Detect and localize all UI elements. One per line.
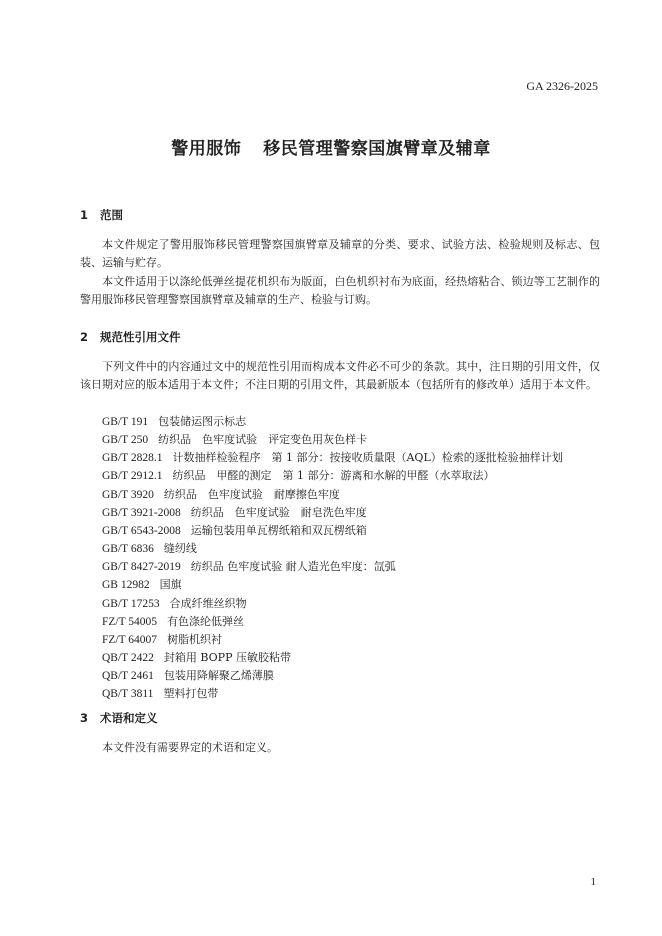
reference-code: QB/T 2461 <box>102 670 154 683</box>
reference-title: 国旗 <box>159 578 182 592</box>
reference-title: 运输包装用单瓦楞纸箱和双瓦楞纸箱 <box>190 523 367 537</box>
reference-code: GB/T 191 <box>102 416 149 428</box>
reference-code: GB/T 17253 <box>102 597 160 610</box>
reference-title: 包装储运图示标志 <box>158 415 247 428</box>
reference-item <box>102 522 563 540</box>
reference-title: 纺织品 色牢度试验 耐皂洗色牢度 <box>190 505 367 519</box>
section-title: 范围 <box>100 208 123 222</box>
reference-item <box>102 413 563 431</box>
section-number: 1 <box>80 208 89 222</box>
reference-item <box>102 685 563 703</box>
reference-item <box>102 558 563 576</box>
reference-item <box>102 504 563 522</box>
reference-code: GB/T 250 <box>102 434 149 447</box>
section-number: 2 <box>80 330 89 344</box>
section-number: 3 <box>80 711 89 725</box>
reference-title: 塑料打包带 <box>163 687 219 701</box>
reference-title: 封箱用 BOPP 压敏胶粘带 <box>163 651 291 665</box>
section-2-heading <box>80 329 181 345</box>
reference-item <box>102 540 563 558</box>
reference-item <box>102 667 563 685</box>
section-3-paragraph-1: 本文件没有需要界定的术语和定义。 <box>102 741 278 754</box>
reference-item <box>102 467 563 485</box>
reference-item <box>102 431 563 449</box>
reference-code: FZ/T 64007 <box>102 633 158 646</box>
section-2-paragraph-1: 下列文件中的内容通过文中的规范性引用而构成本文件必不可少的条款。其中，注日期的引用文件，仅该日期对应的版本适用于本文件；不注日期的引用文件，其最新版本（包括所有的修改单）适用于本文件。 <box>80 360 600 391</box>
reference-item <box>102 595 563 613</box>
reference-title: 包装用降解聚乙烯薄膜 <box>163 669 274 683</box>
normative-references-list <box>102 413 563 704</box>
section-1-paragraph-2: 本文件适用于以涤纶低弹丝提花机织布为版面，白色机织衬布为底面，经热熔粘合、锁边等工艺制作的警用服饰移民管理警察国旗臂章及辅章的生产、检验与订购。 <box>80 275 600 306</box>
reference-item <box>102 631 563 649</box>
title-part-1: 警用服饰 <box>171 139 242 159</box>
reference-code: GB 12982 <box>102 579 150 592</box>
reference-item <box>102 449 563 467</box>
reference-title: 有色涤纶低弹丝 <box>167 614 245 628</box>
reference-item <box>102 649 563 667</box>
reference-title: 纺织品 色牢度试验 耐人造光色牢度：氙弧 <box>190 560 396 574</box>
page-number: 1 <box>590 876 596 888</box>
section-3-heading <box>80 710 158 726</box>
reference-code: GB/T 8427-2019 <box>102 561 181 574</box>
reference-item <box>102 486 563 504</box>
document-title <box>0 134 662 159</box>
reference-code: GB/T 3921-2008 <box>102 506 181 519</box>
title-part-2: 移民管理警察国旗臂章及辅章 <box>263 139 491 159</box>
reference-code: GB/T 6543-2008 <box>102 524 181 537</box>
reference-code: QB/T 2422 <box>102 652 154 665</box>
reference-code: GB/T 2912.1 <box>102 470 163 483</box>
reference-code: QB/T 3811 <box>102 688 154 701</box>
reference-code: GB/T 6836 <box>102 543 154 556</box>
reference-item <box>102 613 563 631</box>
reference-title: 纺织品 甲醛的测定 第 1 部分：游离和水解的甲醛（水萃取法） <box>172 469 495 483</box>
reference-item <box>102 576 563 594</box>
reference-title: 计数抽样检验程序 第 1 部分：按接收质量限（AQL）检索的逐批检验抽样计划 <box>172 451 563 465</box>
section-1-paragraph-1: 本文件规定了警用服饰移民管理警察国旗臂章及辅章的分类、要求、试验方法、检验规则及标志、包装、运输与贮存。 <box>80 238 600 269</box>
reference-code: GB/T 2828.1 <box>102 452 163 465</box>
reference-code: FZ/T 54005 <box>102 615 158 628</box>
section-title: 术语和定义 <box>100 711 158 725</box>
standard-code: GA 2326-2025 <box>526 79 598 93</box>
section-title: 规范性引用文件 <box>100 330 181 344</box>
reference-title: 合成纤维丝织物 <box>169 596 247 610</box>
reference-title: 树脂机织衬 <box>167 632 223 646</box>
reference-code: GB/T 3920 <box>102 488 154 501</box>
reference-title: 纺织品 色牢度试验 评定变色用灰色样卡 <box>158 433 368 447</box>
section-1-heading <box>80 207 123 223</box>
reference-title: 纺织品 色牢度试验 耐摩擦色牢度 <box>163 487 340 501</box>
reference-title: 缝纫线 <box>163 542 197 556</box>
